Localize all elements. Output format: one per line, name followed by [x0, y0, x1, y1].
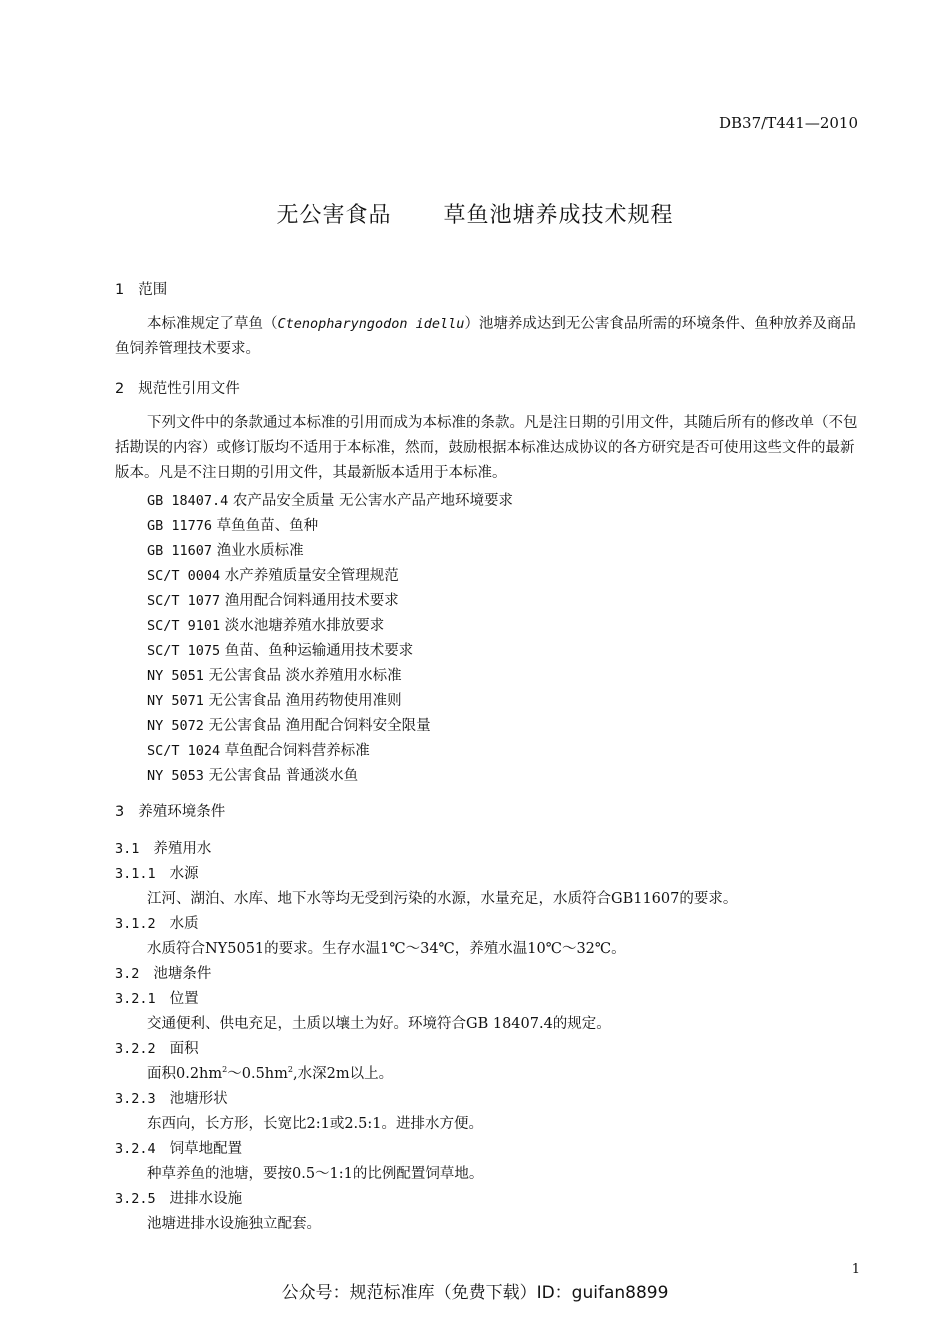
- reference-item: [147, 664, 402, 685]
- reference-item: [147, 564, 399, 585]
- reference-name: 无公害食品 渔用配合饲料安全限量: [208, 718, 431, 734]
- section-3-2-2-text: 面积$0.2hm^2\sim 0.5hm^2$,水深2m以上。: [147, 1065, 394, 1082]
- reference-item: [147, 764, 358, 785]
- reference-item: [147, 539, 304, 560]
- section-3-1-2-text: 水质符合NY5051的要求。生存水温1℃～34℃，养殖水温10℃～32℃。: [147, 941, 626, 957]
- section-3-2-4-text: 种草养鱼的池塘，要按0.5～1:1的比例配置饲草地。: [147, 1166, 484, 1182]
- reference-code: NY 5053: [147, 768, 204, 784]
- reference-name: 无公害食品 淡水养殖用水标准: [208, 668, 402, 684]
- reference-code: SC/T 1075: [147, 643, 221, 659]
- section-3-1-1-text: 江河、湖泊、水库、地下水等均无受到污染的水源，水量充足，水质符合GB11607的要求。: [147, 891, 738, 907]
- title-part-2: 草鱼池塘养成技术规程: [443, 203, 674, 228]
- section-1-paragraph: 本标准规定了草鱼（Ctenopharyngodon idellu）池塘养成达到无公害食品所需的环境条件、鱼种放养及商品鱼饲养管理技术要求。: [115, 316, 856, 357]
- page-number: 1: [851, 1262, 860, 1277]
- document-title: [0, 198, 950, 229]
- section-3-1-1-heading: 3.1.1 水源: [115, 866, 199, 882]
- section-3-2-2-heading: 3.2.2 面积: [115, 1041, 199, 1057]
- reference-name: 水产养殖质量安全管理规范: [224, 568, 399, 584]
- section-3-2-heading: 3.2 池塘条件: [115, 966, 212, 982]
- section-3-2-1-heading: 3.2.1 位置: [115, 991, 199, 1007]
- section-3-2-1-text: 交通便利、供电充足，土质以壤土为好。环境符合GB 18407.4的规定。: [147, 1016, 611, 1032]
- reference-item: [147, 489, 513, 510]
- standard-code: DB37/T441—2010: [719, 114, 858, 132]
- reference-code: SC/T 0004: [147, 568, 221, 584]
- reference-name: 鱼苗、鱼种运输通用技术要求: [224, 643, 414, 659]
- reference-code: SC/T 9101: [147, 618, 221, 634]
- reference-code: GB 11607: [147, 543, 213, 559]
- reference-item: [147, 714, 431, 735]
- latin-name: Ctenopharyngodon idellu: [277, 316, 465, 332]
- section-3-1-2-heading: 3.1.2 水质: [115, 916, 199, 932]
- reference-item: [147, 689, 402, 710]
- title-part-1: 无公害食品: [276, 203, 392, 228]
- reference-name: 农产品安全质量 无公害水产品产地环境要求: [232, 493, 513, 509]
- section-2-paragraph: 下列文件中的条款通过本标准的引用而成为本标准的条款。凡是注日期的引用文件，其随后所有的修改单（不包括勘误的内容）或修订版均不适用于本标准，然而，鼓励根据本标准达成协议的各方研究是否可使用这些文件的最新版本。凡是不注日期的引用文件，其最新版本适用于本标准。: [115, 415, 858, 481]
- reference-code: SC/T 1024: [147, 743, 221, 759]
- section-3-2-3-text: 东西向，长方形，长宽比2:1或2.5:1。进排水方便。: [147, 1116, 484, 1132]
- section-2-heading: 2 规范性引用文件: [115, 381, 240, 397]
- footer-watermark: 公众号：规范标准库（免费下载）ID：guifan8899: [281, 1283, 669, 1303]
- reference-name: 草鱼配合饲料营养标准: [224, 743, 370, 759]
- reference-item: [147, 589, 399, 610]
- reference-code: SC/T 1077: [147, 593, 221, 609]
- reference-name: 无公害食品 普通淡水鱼: [208, 768, 359, 784]
- reference-code: NY 5051: [147, 668, 204, 684]
- reference-code: NY 5071: [147, 693, 204, 709]
- reference-code: NY 5072: [147, 718, 204, 734]
- section-1-heading: 1 范围: [115, 282, 168, 298]
- section-3-2-4-heading: 3.2.4 饲草地配置: [115, 1141, 243, 1157]
- reference-item: [147, 614, 384, 635]
- reference-item: [147, 514, 318, 535]
- reference-name: 淡水池塘养殖水排放要求: [224, 618, 385, 634]
- section-3-1-heading: 3.1 养殖用水: [115, 841, 212, 857]
- section-3-2-5-heading: 3.2.5 进排水设施: [115, 1191, 243, 1207]
- section-3-2-3-heading: 3.2.3 池塘形状: [115, 1091, 228, 1107]
- reference-name: 无公害食品 渔用药物使用准则: [208, 693, 402, 709]
- section-3-2-5-text: 池塘进排水设施独立配套。: [147, 1216, 321, 1232]
- section-3-heading: 3 养殖环境条件: [115, 804, 226, 820]
- reference-name: 草鱼鱼苗、鱼种: [216, 518, 319, 534]
- reference-code: GB 11776: [147, 518, 213, 534]
- reference-code: GB 18407.4: [147, 493, 229, 509]
- reference-name: 渔用配合饲料通用技术要求: [224, 593, 399, 609]
- reference-item: [147, 639, 413, 660]
- reference-item: [147, 739, 370, 760]
- reference-name: 渔业水质标准: [216, 543, 304, 559]
